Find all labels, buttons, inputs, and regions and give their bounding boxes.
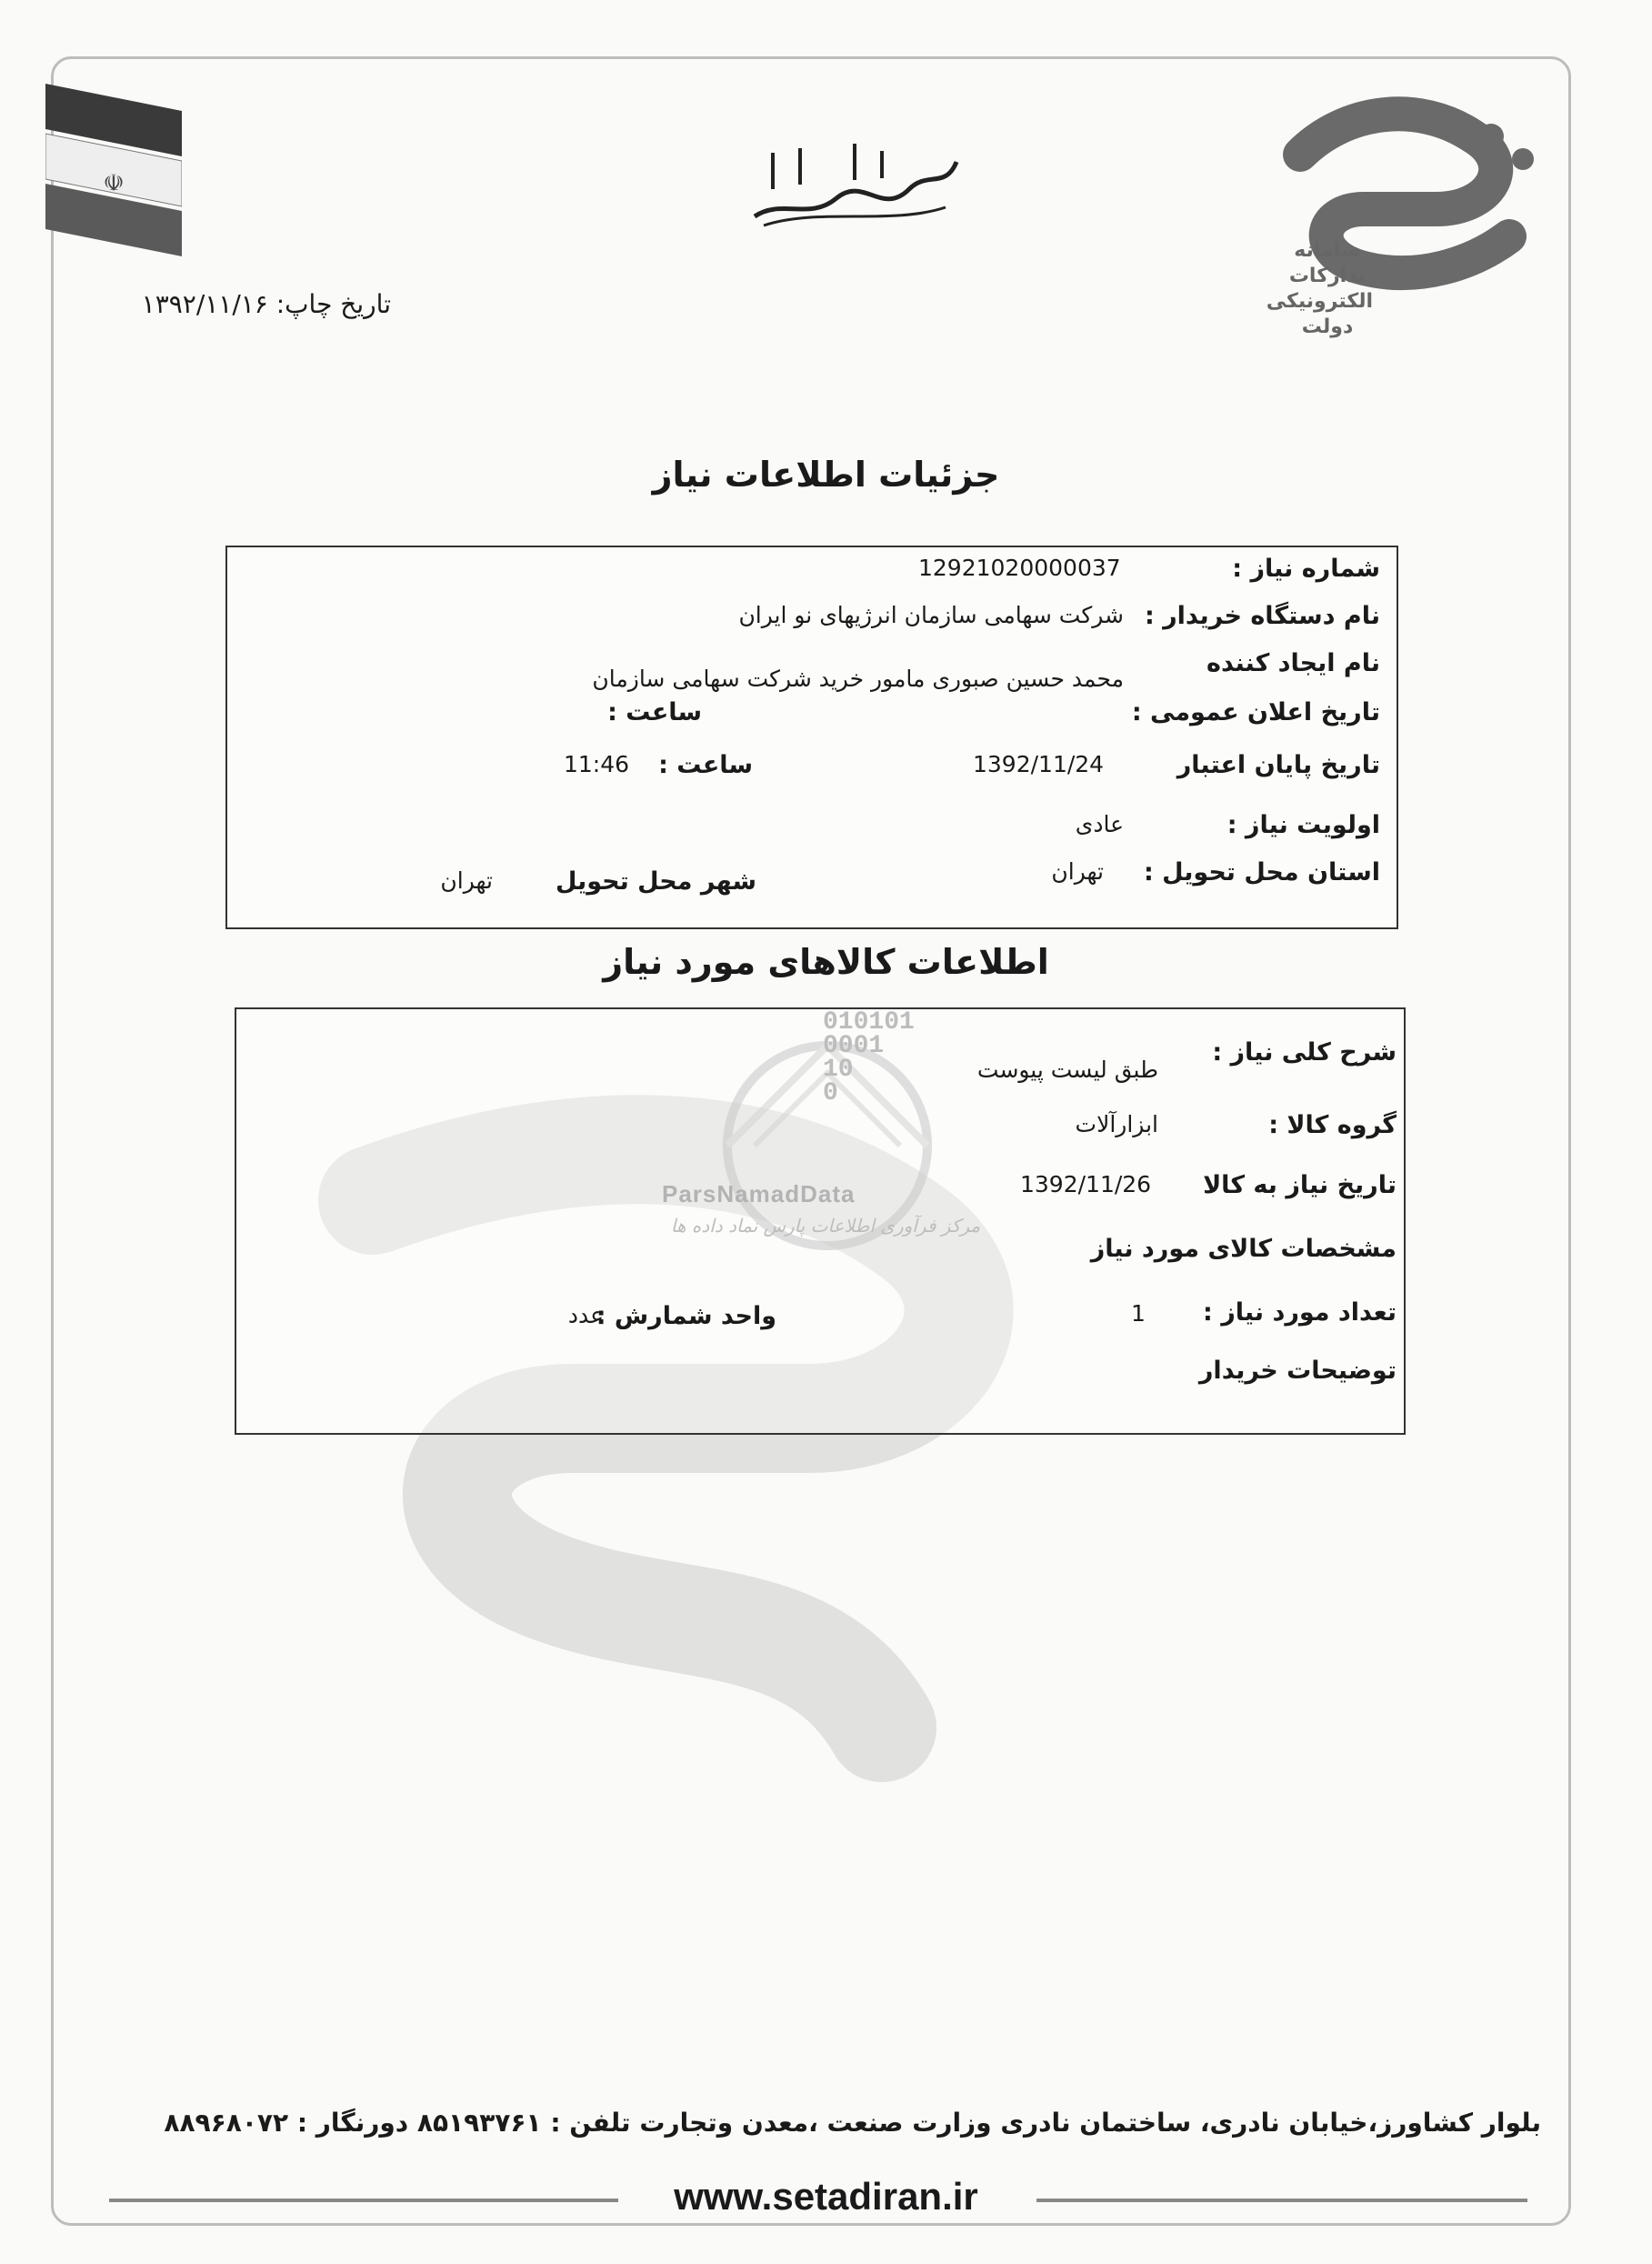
- footer-address: بلوار کشاورز،خیابان نادری، ساختمان نادری وزارت صنعت ،معدن وتجارت تلفن : ۸۵۱۹۳۷۶۱ دورنگار : ۸۸۹۶۸۰۷۲: [164, 2108, 1541, 2138]
- province-value: تهران: [1051, 858, 1104, 885]
- general-desc-label: شرح کلی نیاز :: [1212, 1038, 1397, 1067]
- creator-label: نام ایجاد کننده: [1206, 649, 1380, 677]
- website-link[interactable]: www.setadiran.ir: [674, 2175, 978, 2218]
- digits-row: 010101: [823, 1008, 915, 1037]
- buyer-value: شرکت سهامی سازمان انرژیهای نو ایران: [738, 602, 1124, 628]
- priority-label: اولویت نیاز :: [1226, 811, 1380, 839]
- parsnamad-brand: ParsNamadData: [662, 1180, 856, 1207]
- buyer-notes-label: توضیحات خریدار: [1198, 1357, 1397, 1385]
- priority-value: عادی: [1075, 811, 1124, 837]
- goods-info-box: [235, 1007, 1406, 1435]
- bismillah-text: بسم الله الرحمن الرحیم: [799, 238, 910, 251]
- digits-row: 10: [823, 1056, 854, 1084]
- city-value: تهران: [440, 867, 493, 894]
- need-number-value: 12921020000037: [918, 555, 1121, 581]
- goods-group-value: ابزارآلات: [1075, 1111, 1158, 1137]
- digits-row: 0001: [823, 1032, 885, 1060]
- need-date-value: 1392/11/26: [1020, 1171, 1152, 1197]
- need-details-box: [225, 546, 1398, 929]
- need-details-title: جزئیات اطلاعات نیاز: [652, 455, 1000, 495]
- print-date: تاریخ چاپ: ۱۳۹۲/۱۱/۱۶: [141, 289, 391, 319]
- quantity-value: 1: [1131, 1300, 1146, 1327]
- unit-value: عدد: [567, 1302, 604, 1328]
- buyer-label: نام دستگاه خریدار :: [1144, 602, 1380, 630]
- province-label: استان محل تحویل :: [1143, 858, 1380, 887]
- goods-spec-label: مشخصات کالای مورد نیاز: [1090, 1235, 1397, 1263]
- validity-time-label: ساعت :: [658, 751, 753, 779]
- validity-time-value: 11:46: [564, 751, 630, 777]
- goods-info-title: اطلاعات کالاهای مورد نیاز: [603, 942, 1049, 982]
- announce-date-label: تاریخ اعلان عمومی :: [1131, 698, 1380, 726]
- validity-date-value: 1392/11/24: [973, 751, 1105, 777]
- city-label: شهر محل تحویل: [555, 867, 756, 896]
- validity-date-label: تاریخ پایان اعتبار: [1176, 751, 1380, 779]
- general-desc-value: طبق لیست پیوست: [976, 1057, 1158, 1083]
- iran-flag-icon: [45, 84, 182, 265]
- announce-time-label: ساعت :: [607, 698, 702, 726]
- need-number-label: شماره نیاز :: [1232, 555, 1380, 583]
- bismillah-calligraphy: [746, 135, 964, 235]
- digits-row: 0: [823, 1079, 838, 1107]
- setad-logo-text: سامانه تدارکات الکترونیکی دولت: [1266, 239, 1373, 338]
- quantity-label: تعداد مورد نیاز :: [1203, 1298, 1397, 1327]
- creator-value: محمد حسین صبوری مامور خرید شرکت سهامی سازمان: [592, 666, 1124, 692]
- parsnamad-subtitle: مرکز فرآوری اطلاعات پارس نماد داده ها: [670, 1215, 981, 1237]
- svg-text:☫: ☫: [103, 170, 125, 197]
- unit-label: واحد شمارش :: [596, 1302, 776, 1330]
- need-date-label: تاریخ نیاز به کالا: [1203, 1171, 1397, 1199]
- goods-group-label: گروه کالا :: [1268, 1111, 1397, 1139]
